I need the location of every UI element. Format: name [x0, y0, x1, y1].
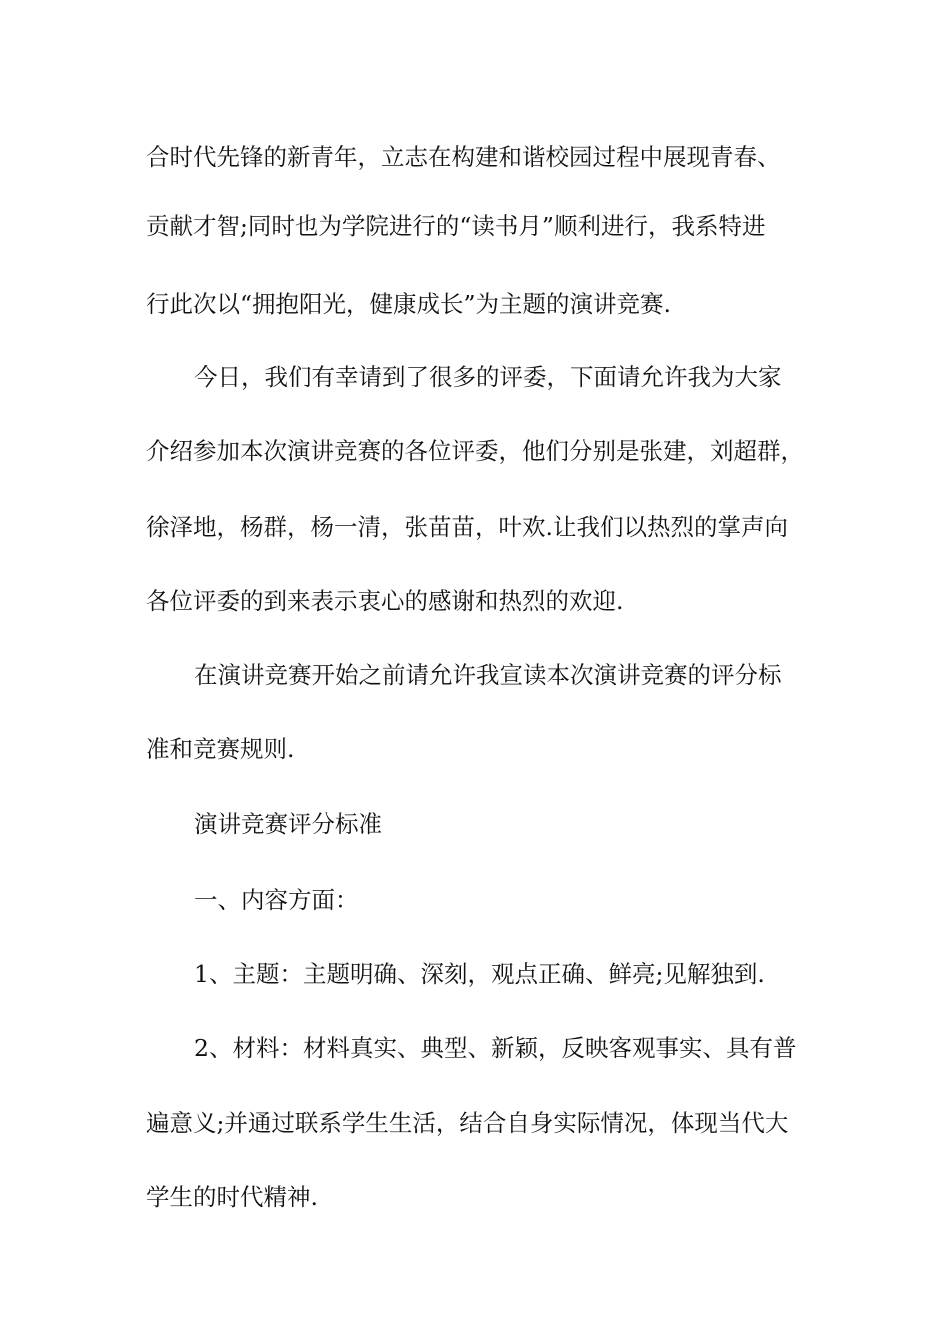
paragraph-start-line: 今日，我们有幸请到了很多的评委，下面请允许我为大家	[194, 363, 782, 391]
text-line: 行此次以“拥抱阳光，健康成长”为主题的演讲竞赛.	[146, 290, 671, 318]
text-line: 合时代先锋的新青年，立志在构建和谐校园过程中展现青春、	[146, 143, 781, 171]
text-line: 贡献才智;同时也为学院进行的“读书月”顺利进行，我系特进	[146, 212, 766, 240]
paragraph-start-line: 在演讲竞赛开始之前请允许我宣读本次演讲竞赛的评分标	[194, 661, 782, 689]
list-item: 1、主题：主题明确、深刻，观点正确、鲜亮;见解独到.	[194, 960, 765, 988]
section-subheading: 一、内容方面：	[194, 886, 359, 914]
text-line: 准和竞赛规则.	[146, 735, 295, 763]
text-line: 徐泽地，杨群，杨一清，张苗苗，叶欢.让我们以热烈的掌声向	[146, 513, 788, 541]
text-line: 学生的时代精神.	[146, 1183, 318, 1211]
text-line: 各位评委的到来表示衷心的感谢和热烈的欢迎.	[146, 587, 624, 615]
text-line: 遍意义;并通过联系学生生活，结合自身实际情况，体现当代大	[146, 1109, 789, 1137]
section-heading: 演讲竞赛评分标准	[194, 810, 382, 838]
list-item: 2、材料：材料真实、典型、新颖，反映客观事实、具有普	[194, 1034, 797, 1062]
text-line: 介绍参加本次演讲竞赛的各位评委，他们分别是张建，刘超群，	[146, 437, 804, 465]
